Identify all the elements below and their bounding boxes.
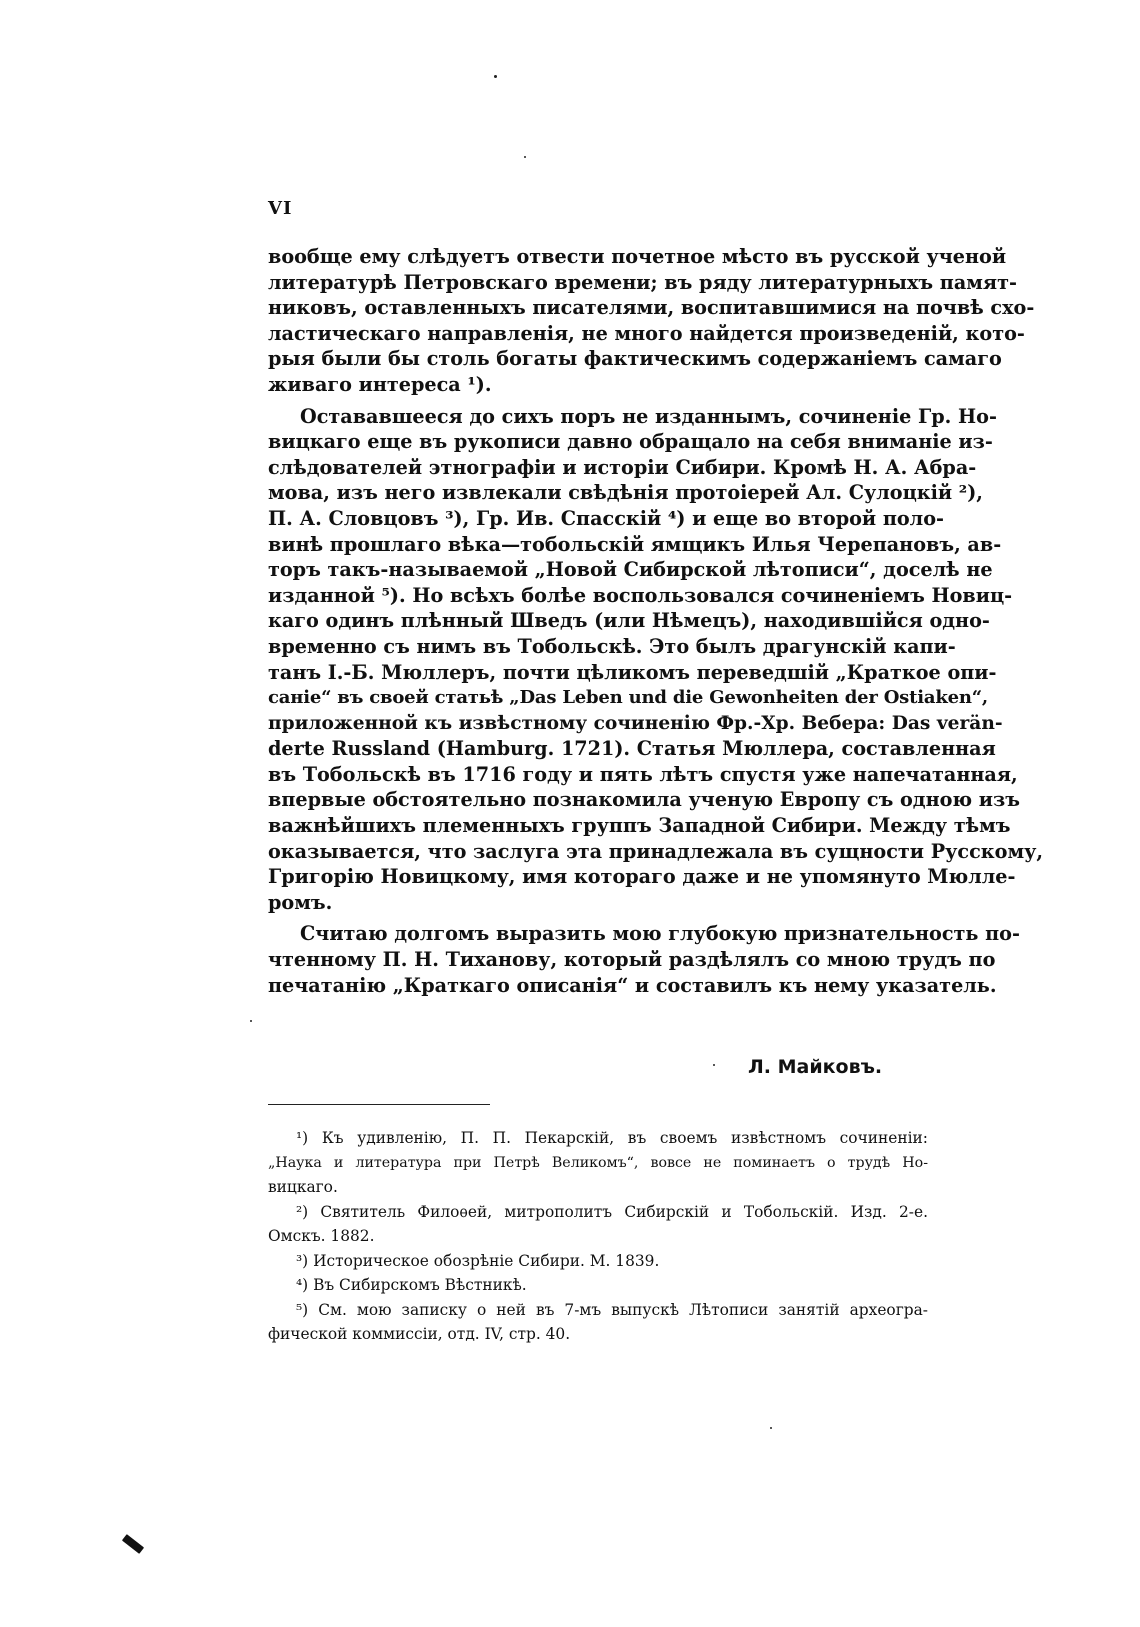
text-line: живаго интереса ¹).: [268, 372, 492, 396]
text-line: чтенному П. Н. Тиханову, который раздѣлялъ со мною трудъ по: [268, 948, 996, 972]
text-line: мова, изъ него извлекали свѣдѣнія протоіерей Ал. Сулоцкій ²),: [268, 481, 983, 505]
text-line: оказывается, что заслуга эта принадлежала въ сущности Русскому,: [268, 839, 1044, 863]
footnote-line: ³) Историческое обозрѣніе Сибири. М. 1839.: [296, 1251, 660, 1270]
footnote-line: Омскъ. 1882.: [268, 1227, 375, 1245]
footnote-line: ²) Святитель Филоѳей, митрополитъ Сибирскій и Тобольскій. Изд. 2-е.: [296, 1202, 928, 1221]
text-line: никовъ, оставленныхъ писателями, воспитавшимися на почвѣ схо-: [268, 296, 1035, 320]
scan-corner-mark: [122, 1534, 144, 1554]
footnote: [268, 1273, 928, 1298]
footnote: [268, 1298, 928, 1347]
text-line: торъ такъ-называемой „Новой Сибирской лѣтописи“, доселѣ не: [268, 558, 993, 582]
ink-speck: [524, 156, 526, 158]
footnote-divider: [268, 1104, 490, 1105]
ink-speck: [770, 1427, 772, 1429]
paragraph: [268, 244, 1035, 398]
text-line: ромъ.: [268, 890, 333, 914]
text-line: приложенной къ извѣстному сочиненію Фр.-Хр. Вебера: Das verän-: [268, 712, 1003, 734]
text-line: изданной ⁵). Но всѣхъ болѣе воспользовался сочиненіемъ Новиц-: [268, 583, 1013, 607]
text-line: Считаю долгомъ выразить мою глубокую признательность по-: [300, 922, 1020, 946]
text-line: вообще ему слѣдуетъ отвести почетное мѣсто въ русской ученой: [268, 245, 1007, 268]
text-line: литературѣ Петровскаго времени; въ ряду литературныхъ памят-: [268, 270, 1017, 294]
text-line: рыя были бы столь богаты фактическимъ содержаніемъ самаго: [268, 347, 1002, 371]
body-text: [268, 244, 1044, 998]
text-line: винѣ прошлаго вѣка—тобольскій ямщикъ Илья Черепановъ, ав-: [268, 532, 1002, 556]
text-line: Григорію Новицкому, имя котораго даже и не упомянуто Мюлле-: [268, 865, 1016, 889]
text-line: П. А. Словцовъ ³), Гр. Ив. Спасскій ⁴) и еще во второй поло-: [268, 506, 944, 530]
text-line: временно съ нимъ въ Тобольскѣ. Это былъ драгунскій капи-: [268, 634, 956, 658]
text-line: впервые обстоятельно познакомила ученую Европу съ одною изъ: [268, 788, 1020, 812]
footnote-line: „Наука и литература при Петрѣ Великомъ“, вовсе не поминаетъ о трудѣ Но-: [268, 1154, 928, 1171]
text-line: слѣдователей этнографіи и исторіи Сибири. Кромѣ Н. А. Абра-: [268, 455, 977, 479]
page-number: VI: [268, 198, 293, 219]
ink-speck: [713, 1064, 715, 1066]
footnote-line: ⁵) См. мою записку о ней въ 7-мъ выпускѣ Лѣтописи занятій археогра-: [296, 1300, 928, 1319]
footnote: [268, 1126, 928, 1200]
ink-speck: [250, 1020, 252, 1022]
footnote-line: ⁴) Въ Сибирскомъ Вѣстникѣ.: [296, 1276, 527, 1294]
author-signature: Л. Майковъ.: [748, 1056, 883, 1078]
footnotes: [268, 1126, 928, 1347]
text-line: въ Тобольскѣ въ 1716 году и пять лѣтъ спустя уже напечатанная,: [268, 762, 1018, 786]
footnote-line: фической коммиссіи, отд. IV, стр. 40.: [268, 1325, 571, 1343]
footnote-line: ¹) Къ удивленію, П. П. Пекарскій, въ своемъ извѣстномъ сочиненіи:: [296, 1129, 928, 1147]
text-line: печатанію „Краткаго описанія“ и составилъ къ нему указатель.: [268, 973, 997, 997]
footnote: [268, 1249, 928, 1274]
footnote-line: вицкаго.: [268, 1178, 338, 1196]
paragraph: [268, 921, 1020, 998]
footnote: [268, 1200, 928, 1249]
text-line: саніе“ въ своей статьѣ „Das Leben und die Gewonheiten der Ostiaken“,: [268, 687, 988, 709]
text-line: вицкаго еще въ рукописи давно обращало на себя вниманіе из-: [268, 430, 993, 454]
text-line: Остававшееся до сихъ поръ не изданнымъ, сочиненіе Гр. Но-: [300, 404, 997, 428]
paragraph: [268, 404, 1044, 916]
text-line: каго одинъ плѣнный Шведъ (или Нѣмецъ), находившійся одно-: [268, 609, 990, 633]
text-line: ластическаго направленія, не много найдется произведеній, кото-: [268, 321, 1025, 345]
text-line: важнѣйшихъ племенныхъ группъ Западной Сибири. Между тѣмъ: [268, 814, 1011, 838]
text-line: derte Russland (Hamburg. 1721). Статья Мюллера, составленная: [268, 737, 996, 761]
ink-speck: [494, 75, 497, 78]
text-line: танъ I.-Б. Мюллеръ, почти цѣликомъ переведшій „Краткое опи-: [268, 660, 997, 684]
